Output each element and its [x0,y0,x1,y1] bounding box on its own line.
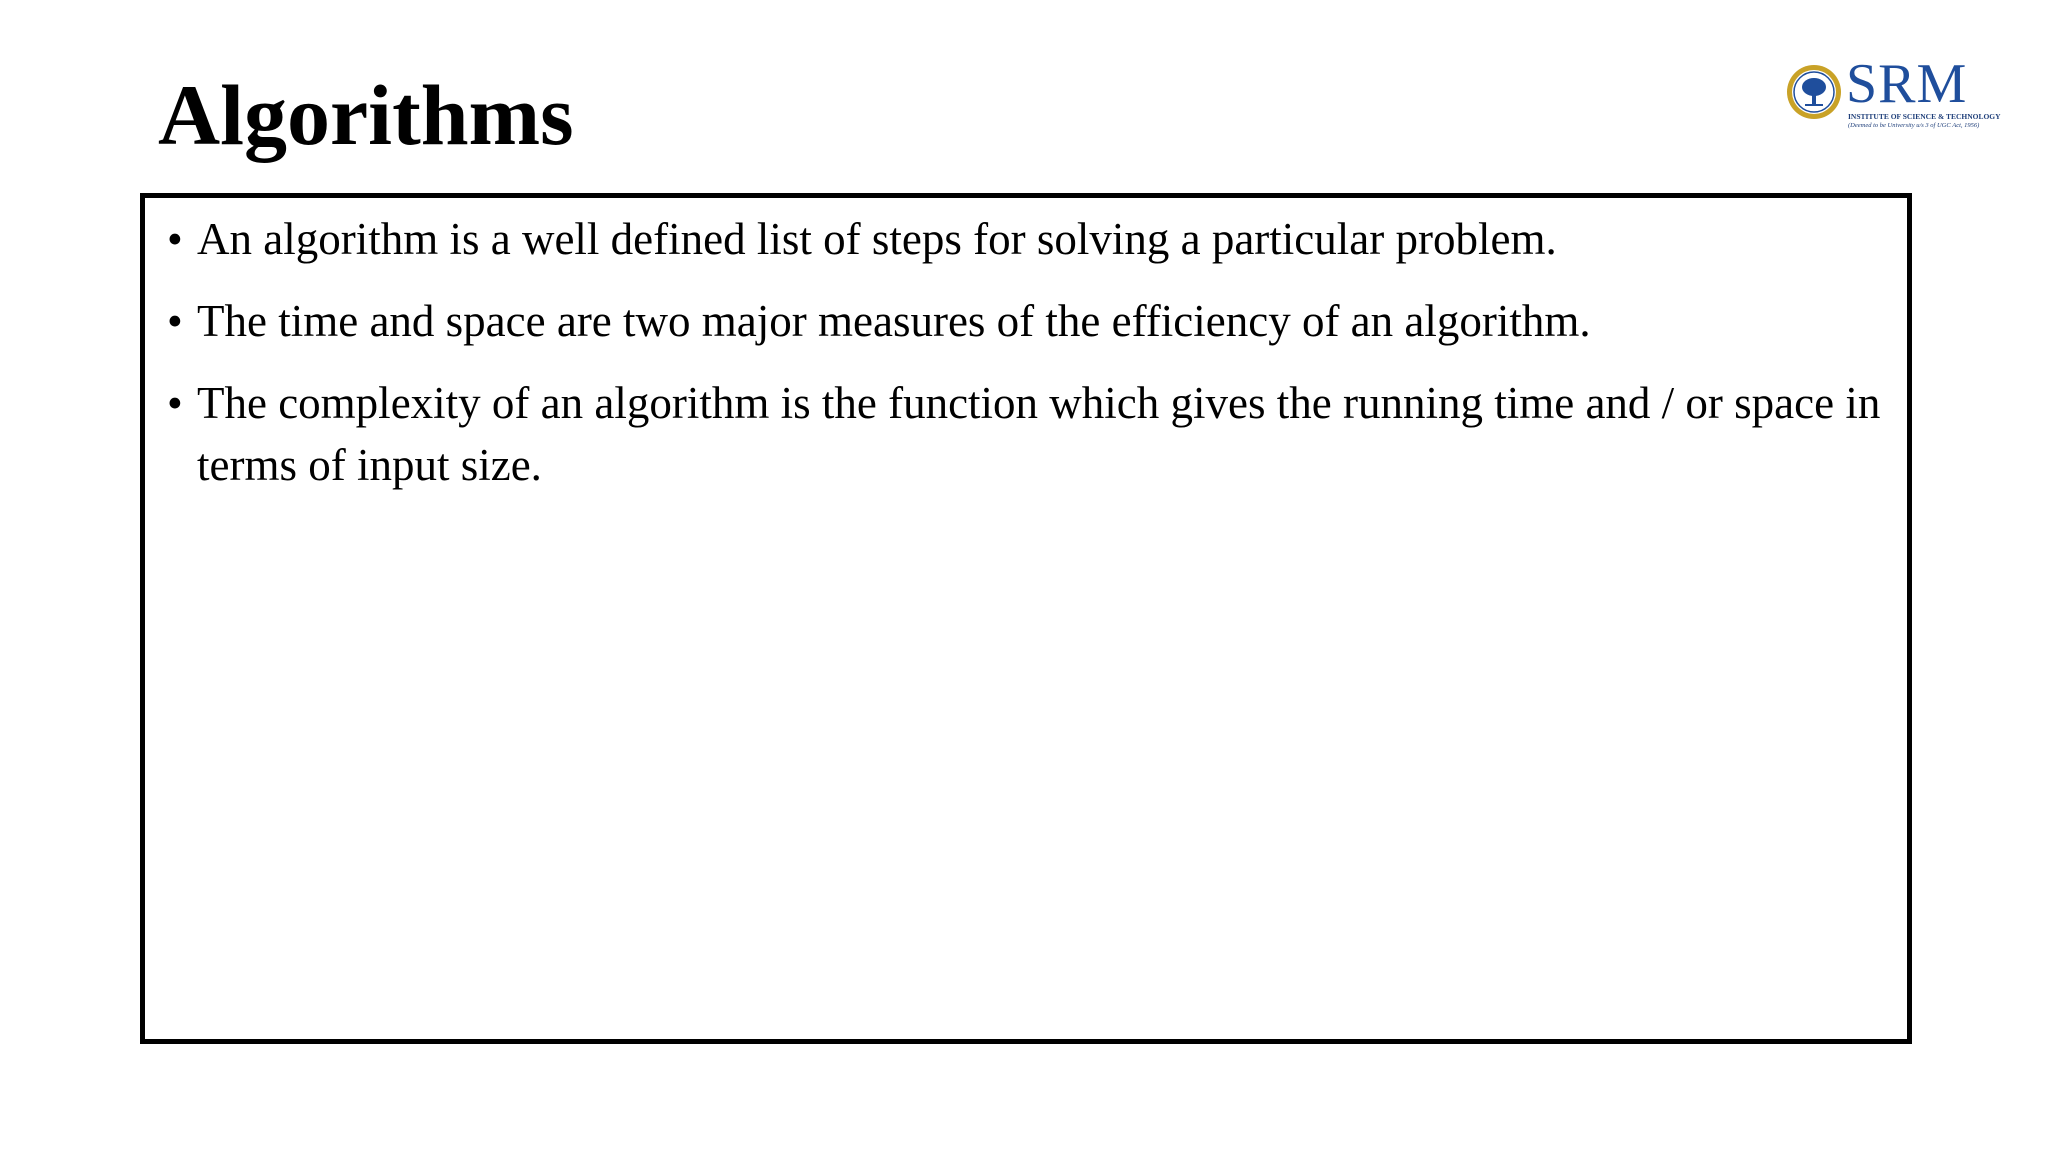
logo-subtitle: INSTITUTE OF SCIENCE & TECHNOLOGY [1848,112,2001,121]
bullet-item [167,208,1897,270]
slide-title: Algorithms [158,67,574,163]
bullet-marker: • [167,214,183,264]
srm-logo [1786,53,2001,134]
srm-seal-icon [1786,64,1842,120]
bullet-marker: • [167,378,183,428]
logo-tagline: (Deemed to be University u/s 3 of UGC Act, 1956) [1848,122,1980,129]
logo-wordmark: SRM [1846,53,1968,115]
bullet-text: An algorithm is a well defined list of steps for solving a particular problem. [197,214,1557,264]
bullet-text: The time and space are two major measures of the efficiency of an algorithm. [197,296,1591,346]
bullet-marker: • [167,296,183,346]
bullet-item [167,290,1897,352]
content-box [140,193,1912,1044]
bullet-item [167,372,1897,496]
bullet-list [167,208,1897,516]
bullet-text: The complexity of an algorithm is the function which gives the running time and / or space in terms of input size. [197,378,1881,490]
